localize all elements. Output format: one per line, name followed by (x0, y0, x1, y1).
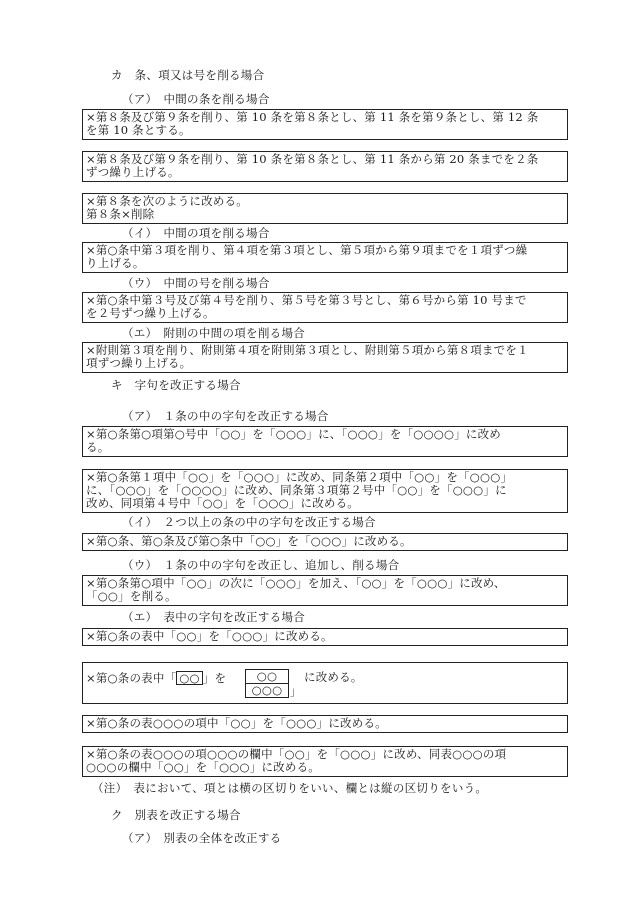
subheading-e1: （エ） 附則の中間の項を削る場合 (122, 326, 306, 340)
example-line: を２号ずつ繰り上げる。 (86, 306, 215, 320)
example-line: ×第○条の表中「○○」を「○○○」に改める。 (86, 629, 333, 643)
example-line: に、「○○○」を「○○○○」に改め、同条第３項第２号中「○○」を「○○○」に (86, 483, 507, 497)
example-box-7 (82, 426, 568, 457)
example-box-5 (82, 292, 568, 323)
example-box-2 (82, 151, 568, 182)
example-line: り上げる。 (86, 256, 145, 270)
example-box-3 (82, 193, 568, 224)
subheading-u1: （ウ） 中間の号を削る場合 (122, 276, 270, 290)
subheading-i2: （イ） ２つ以上の条の中の字句を改正する場合 (122, 515, 376, 529)
footnote: （注） 表において、項とは横の区切りをいい、欄とは縦の区切りをいう。 (92, 781, 488, 795)
example-line: 項ずつ繰り上げる。 (86, 356, 192, 370)
example-line: ×第○条の表○○○の項中「○○」を「○○○」に改める。 (86, 716, 387, 730)
example-box-13 (82, 715, 568, 733)
example-mid: 」を (202, 671, 227, 685)
example-box-10 (82, 575, 568, 606)
example-line: ×第８条及び第９条を削り、第 10 条を第８条とし、第 11 条を第９条とし、第 12 条 (86, 110, 539, 124)
closing-bracket: 」 (290, 684, 302, 698)
table-example-line (86, 671, 226, 685)
example-line: 「○○」を削る。 (86, 589, 177, 603)
subheading-i1: （イ） 中間の項を削る場合 (122, 226, 270, 240)
example-line: 第８条×削除 (86, 207, 155, 221)
table-cell-top: ○○ (256, 669, 278, 683)
subheading-a2: （ア） １条の中の字句を改正する場合 (122, 409, 329, 423)
subheading-u2: （ウ） １条の中の字句を改正し、追加し、削る場合 (122, 558, 400, 572)
example-prefix: ×第○条の表中「 (86, 671, 177, 685)
example-line: ×第○条中第３号及び第４号を削り、第５号を第３号とし、第６号から第 10 号まで (86, 293, 527, 307)
example-line: ずつ繰り上げる。 (86, 165, 180, 179)
example-box-8 (82, 469, 568, 513)
example-line: を第 10 条とする。 (86, 123, 191, 137)
example-line: ×第８条を次のように改める。 (86, 194, 248, 208)
subheading-a1: （ア） 中間の条を削る場合 (122, 92, 270, 106)
example-box-14 (82, 746, 568, 777)
example-box-6 (82, 342, 568, 373)
table-cell-group (245, 669, 289, 698)
section-heading-ki: キ 字句を改正する場合 (111, 378, 241, 392)
example-line: 改め、同項第４号中「○○」を「○○○」に改める。 (86, 496, 360, 510)
example-box-11 (82, 628, 568, 646)
example-box-4 (82, 242, 568, 273)
example-line: る。 (86, 440, 110, 454)
example-line: ×第○条中第３項を削り、第４項を第３項とし、第５項から第９項までを１項ずつ繰 (86, 243, 528, 257)
example-line: ×附則第３項を削り、附則第４項を附則第３項とし、附則第５項から第８項までを１ (86, 343, 529, 357)
example-line: ×第○条の表○○○の項○○○の欄中「○○」を「○○○」に改め、同表○○○の項 (86, 747, 507, 761)
example-box-9 (82, 533, 568, 551)
boxed-cell: ○○ (176, 671, 202, 685)
example-line: ×第○条第１項中「○○」を「○○○」に改め、同条第２項中「○○」を「○○○」 (86, 470, 513, 484)
section-heading-ka: カ 条、項又は号を削る場合 (111, 68, 265, 82)
subheading-a3: （ア） 別表の全体を改正する (122, 831, 282, 845)
section-heading-ku: ク 別表を改正する場合 (111, 808, 241, 822)
example-box-12 (82, 662, 568, 704)
example-suffix: に改める。 (304, 670, 363, 684)
example-line: ×第８条及び第９条を削り、第 10 条を第８条とし、第 11 条から第 20 条までを２条 (86, 152, 539, 166)
example-line: ×第○条、第○条及び第○条中「○○」を「○○○」に改める。 (86, 534, 412, 548)
example-line: ×第○条第○項第○号中「○○」を「○○○」に、「○○○」を「○○○○」に改め (86, 427, 501, 441)
table-cell-bottom: ○○○ (246, 683, 288, 697)
example-box-1 (82, 109, 568, 140)
example-line: ×第○条第○項中「○○」の次に「○○○」を加え、「○○」を「○○○」に改め、 (86, 576, 506, 590)
example-line: ○○○の欄中「○○」を「○○○」に改める。 (86, 760, 320, 774)
subheading-e2: （エ） 表中の字句を改正する場合 (122, 610, 306, 624)
